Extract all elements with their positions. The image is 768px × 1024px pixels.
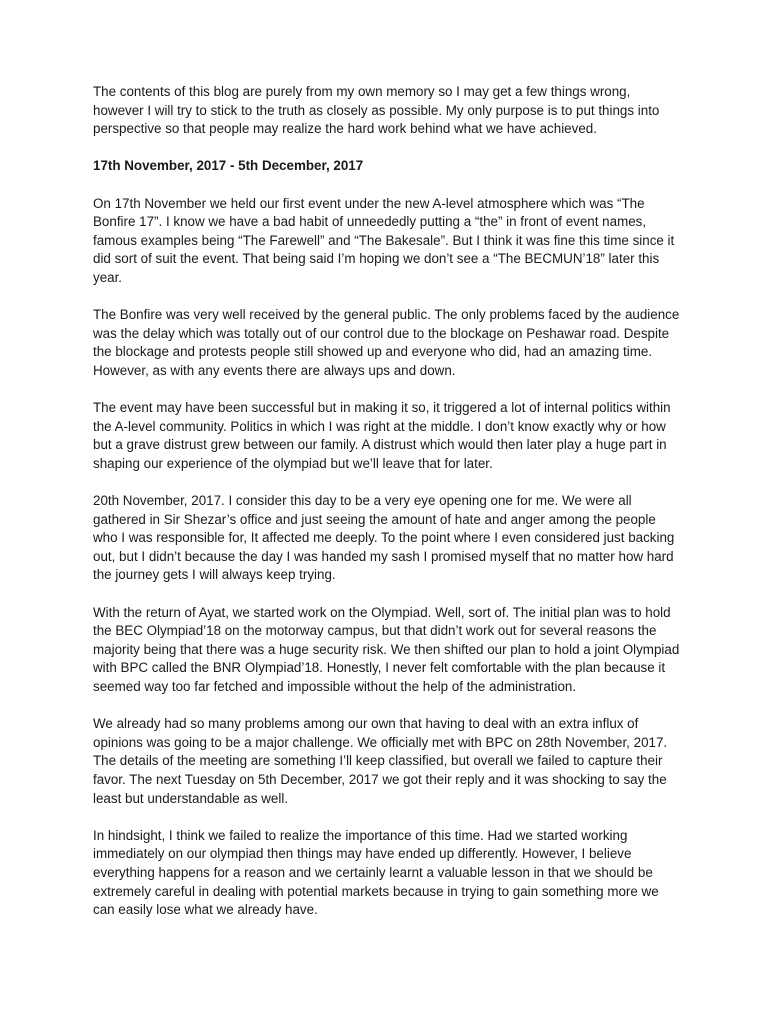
body-paragraph: 20th November, 2017. I consider this day to be a very eye opening one for me. We were all gathered in Sir Shezar’s office and just seeing the amount of hate and anger among the people who I was responsible for, It affected me deeply. To the point where I even considered just backing out, but I didn’t because the day I was handed my sash I promised myself that no matter how hard the journey gets I will always keep trying. xyxy=(93,493,675,583)
body-paragraph: With the return of Ayat, we started work on the Olympiad. Well, sort of. The initial plan was to hold the BEC Olympiad’18 on the motorway campus, but that didn’t work out for several reasons the majority being that there was a huge security risk. We then shifted our plan to hold a joint Olympiad with BPC called the BNR Olympiad’18. Honestly, I never felt comfortable with the plan because it seemed way too far fetched and impossible without the help of the administration. xyxy=(93,604,680,694)
document-page xyxy=(93,83,683,938)
intro-paragraph: The contents of this blog are purely from my own memory so I may get a few things wrong, however I will try to stick to the truth as closely as possible. My only purpose is to put things into perspective so that people may realize the hard work behind what we have achieved. xyxy=(93,84,660,137)
body-paragraph: The Bonfire was very well received by the general public. The only problems faced by the audience was the delay which was totally out of our control due to the blockage on Peshawar road. Despite the blockage and protests people still showed up and everyone who did, had an amazing time. However, as with any events there are always ups and down. xyxy=(93,307,680,378)
section-heading: 17th November, 2017 - 5th December, 2017 xyxy=(93,158,364,174)
body-paragraph: On 17th November we held our first event under the new A-level atmosphere which was “The Bonfire 17”. I know we have a bad habit of unneededly putting a “the” in front of event names, famous examples being “The Farewell” and “The Bakesale”. But I think it was fine this time since it did sort of suit the event. That being said I’m hoping we don’t see a “The BECMUN’18” later this year. xyxy=(93,195,675,285)
body-paragraph: The event may have been successful but in making it so, it triggered a lot of internal politics within the A-level community. Politics in which I was right at the middle. I don’t know exactly why or how but a grave distrust grew between our family. A distrust which would then later play a huge part in shaping our experience of the olympiad but we’ll leave that for later. xyxy=(93,400,671,471)
body-paragraph: We already had so many problems among our own that having to deal with an extra influx of opinions was going to be a major challenge. We officially met with BPC on 28th November, 2017. The details of the meeting are something I’ll keep classified, but overall we failed to capture their favor. The next Tuesday on 5th December, 2017 we got their reply and it was shocking to say the least but understandable as well. xyxy=(93,716,668,806)
body-paragraph: In hindsight, I think we failed to realize the importance of this time. Had we started working immediately on our olympiad then things may have ended up differently. However, I believe everything happens for a reason and we certainly learnt a valuable lesson in that we should be extremely careful in dealing with potential markets because in trying to gain something more we can easily lose what we already have. xyxy=(93,827,659,918)
